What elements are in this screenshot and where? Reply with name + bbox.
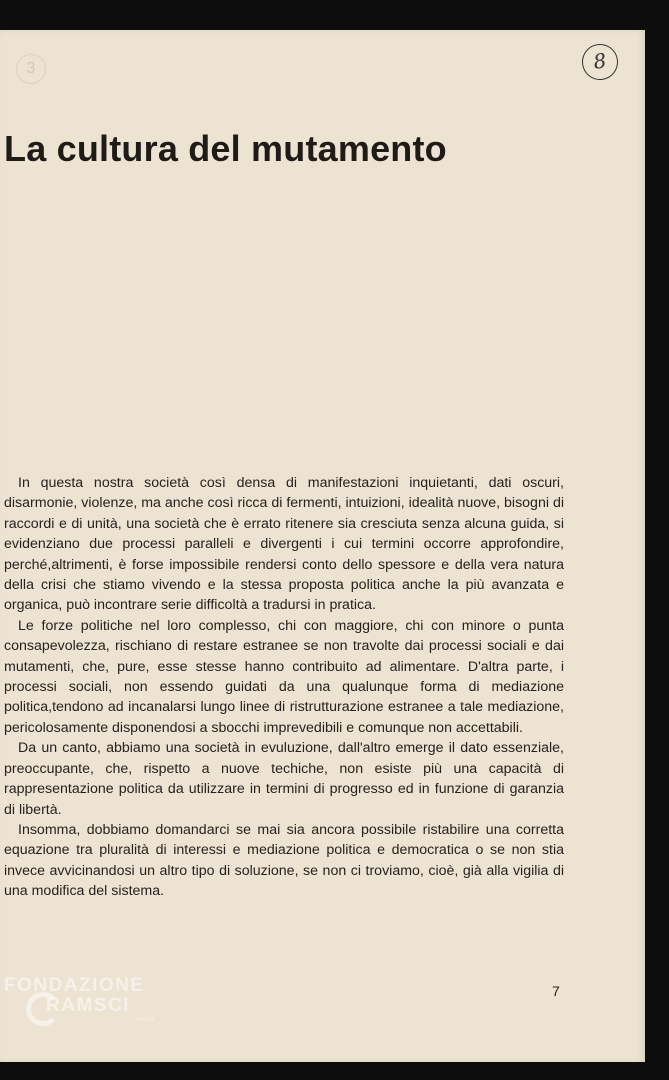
article-body [4, 473, 564, 902]
paragraph-1: In questa nostra società così densa di manifestazioni inquietanti, dati oscuri, disarmonie, violenze, ma anche così ricca di fermenti, intuizioni, idealità nuove, bisogni di raccordi e di unità, una società che è errato ritenere sia cresciuta senza alcuna guida, si evidenziano due processi paralleli e divergenti i cui termini occorre approfondire, perché,altrimenti, è forse impossibile rendersi conto dello spessore e della vera natura della crisi che stiamo vivendo e la stessa proposta politica anche la più avanzata e organica, può incontrare serie difficoltà a tradursi in pratica. [4, 475, 564, 614]
watermark-line-3: onlus [136, 1016, 156, 1023]
watermark-g-logo-icon [26, 992, 60, 1026]
faint-archive-mark: 3 [16, 54, 46, 84]
page-title: La cultura del mutamento [4, 128, 447, 169]
paragraph-4: Insomma, dobbiamo domandarci se mai sia ancora possibile ristabilire una corretta equazione tra pluralità di interessi e mediazione politica e democratica o se non stia invece avvicinandosi un altro tipo di soluzione, se non ci troviamo, cioè, già alla vigilia di una modifica del sistema. [4, 821, 564, 900]
paragraph-3: Da un canto, abbiamo una società in evuluzione, dall'altro emerge il dato essenziale, preoccupante, che, rispetto a nuove techiche, non esiste più una capacità di rappresentazione politica da utilizzare in termini di progresso ed in funzione di garanzia di libertà. [4, 740, 564, 818]
watermark-line-1: FONDAZIONE [4, 975, 145, 996]
foundation-watermark [4, 976, 155, 1024]
watermark-line-2-text: RAMSCI [46, 995, 130, 1016]
document-page [0, 30, 645, 1062]
handwritten-annotation-number: 8 [580, 42, 621, 83]
watermark-line-2 [4, 996, 155, 1016]
paragraph-2: Le forze politiche nel loro complesso, chi con maggiore, chi con minore o punta consapevolezza, rischiano di restare estranee se non travolte dai processi sociali e dai mutamenti, che, pure, esse stesse hanno contribuito ad alimentare. D'altra parte, i processi sociali, non essendo guidati da una qualunque forma di mediazione politica,tendono ad incanalarsi lungo linee di ristrutturazione estranee a tale mediazione, pericolosamente disponendosi a sbocchi imprevedibili e comunque non accettabili. [4, 617, 564, 736]
page-number: 7 [552, 983, 560, 999]
show-through-text [20, 130, 600, 490]
